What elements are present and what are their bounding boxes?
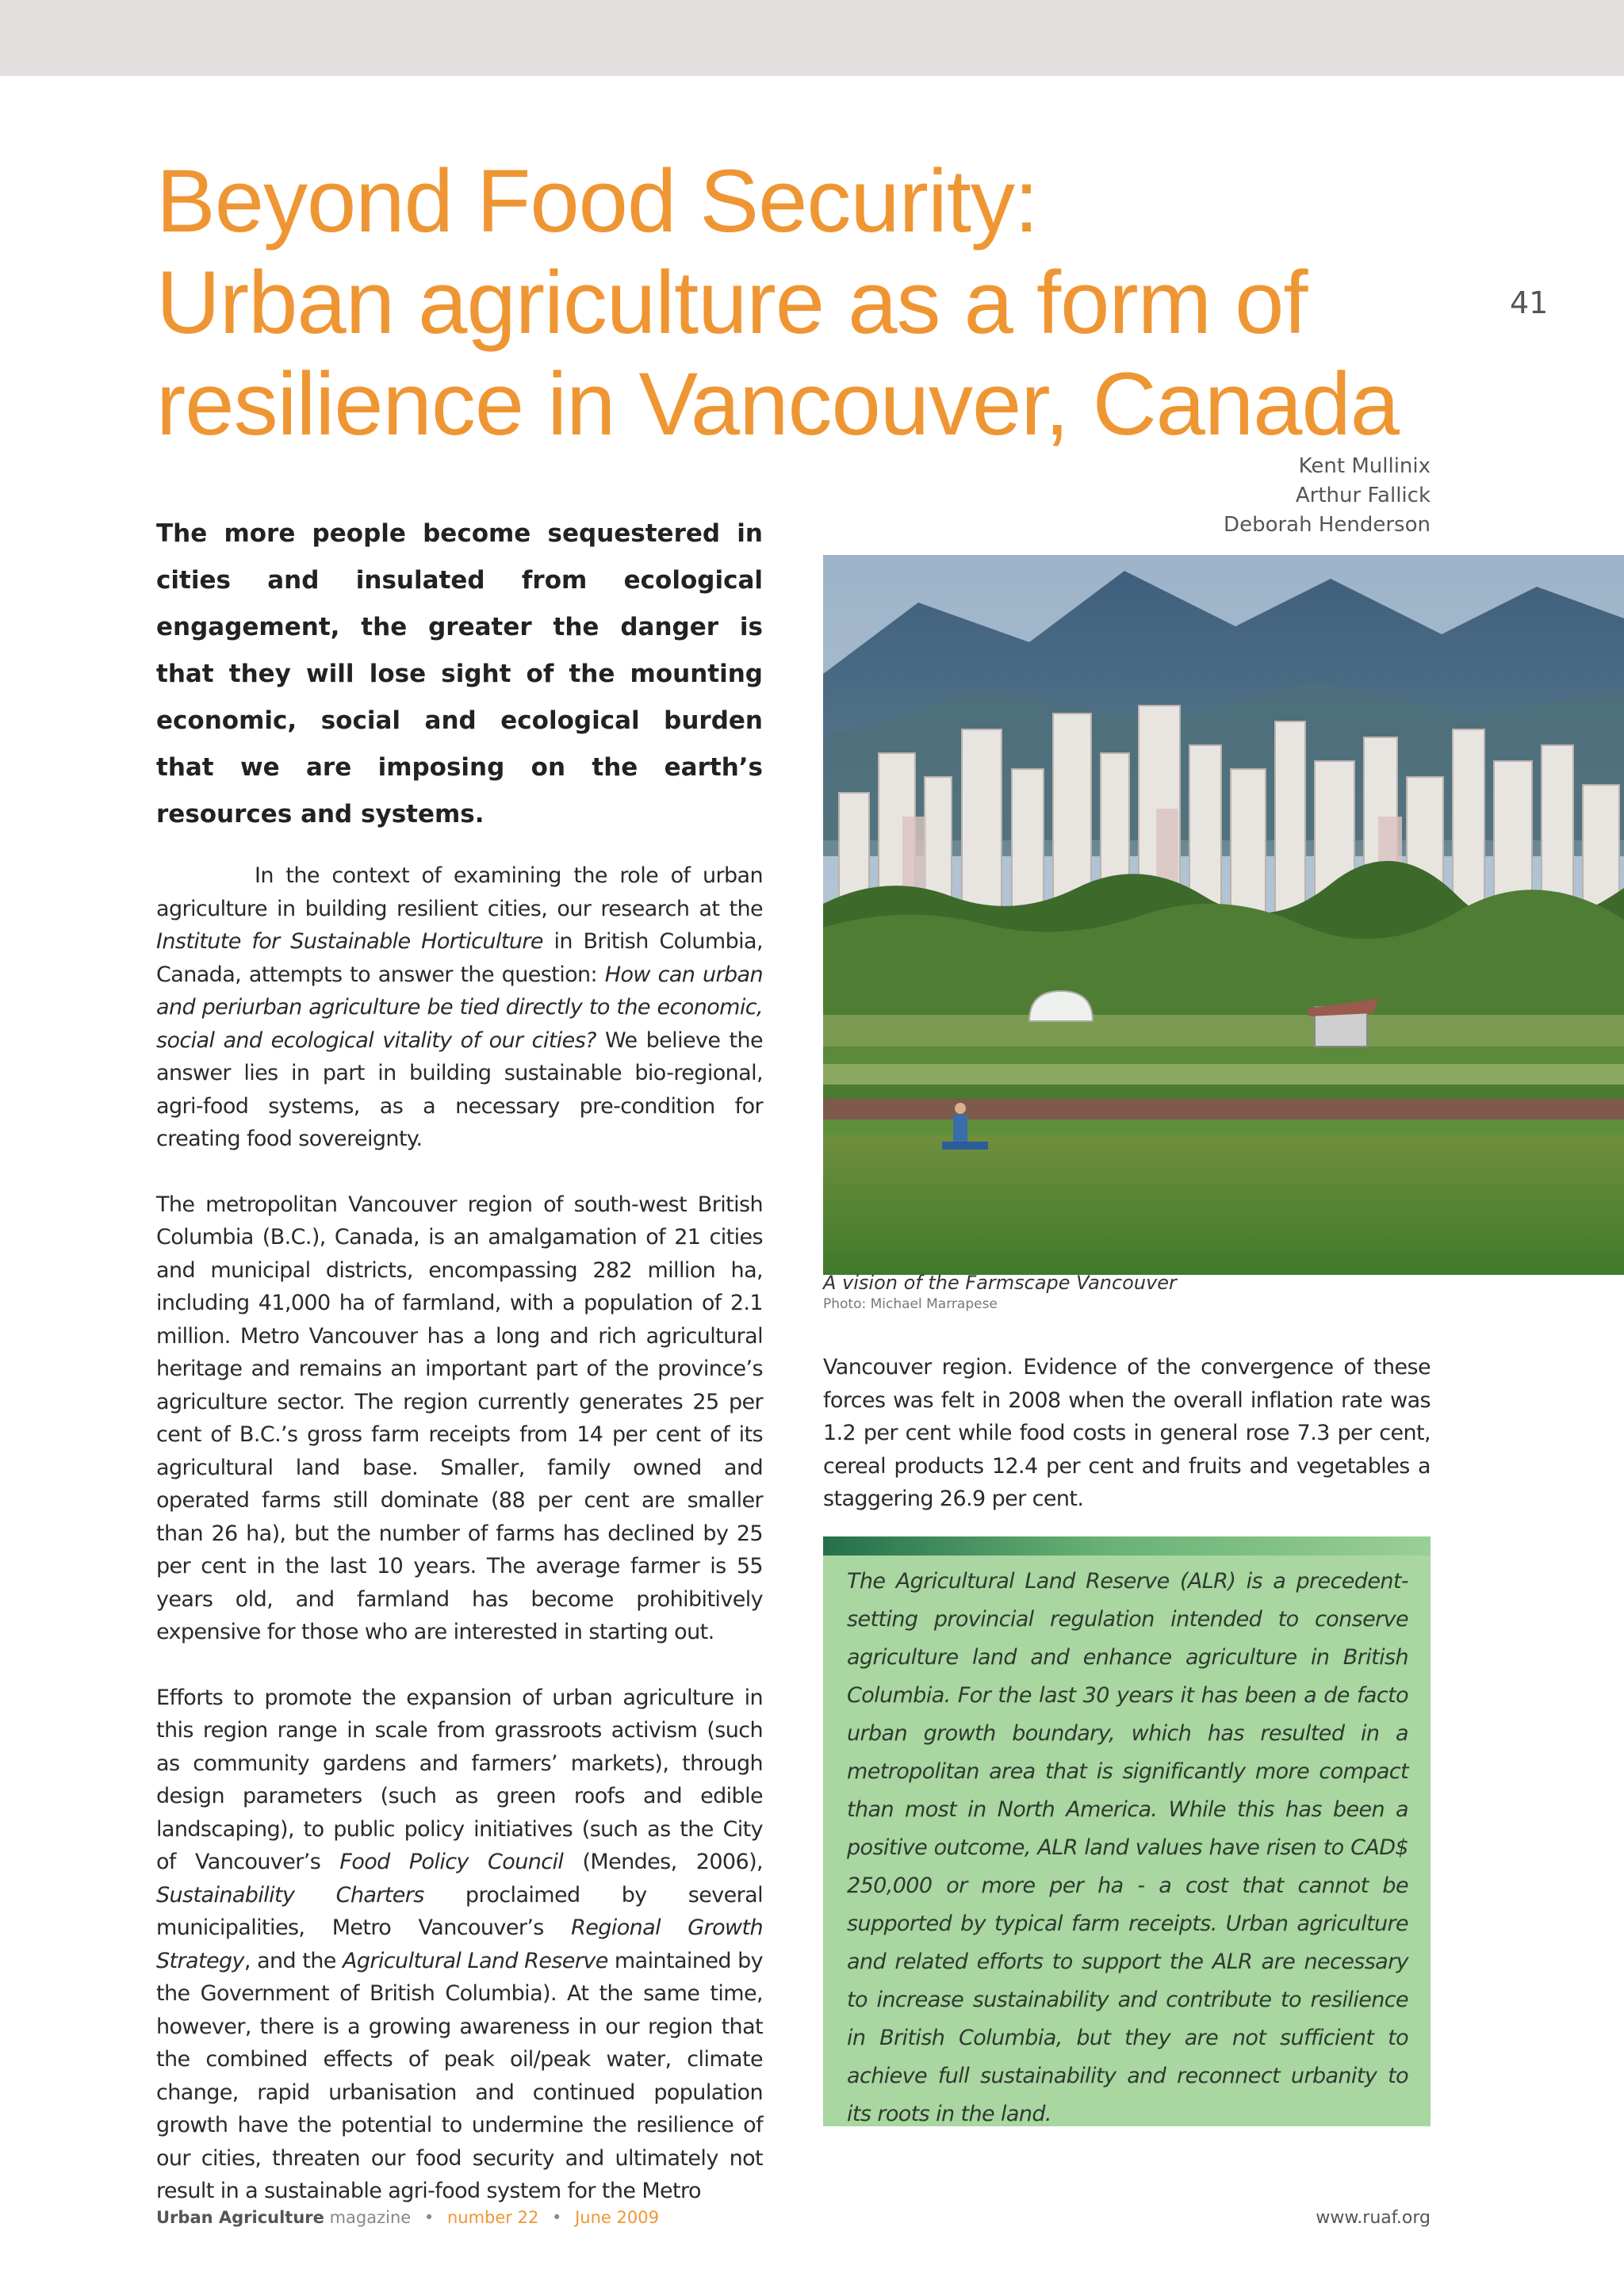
article-title [156,151,1425,455]
footer-brand: Urban Agriculture [156,2208,324,2227]
left-column [156,859,763,2241]
emphasis: Food Policy Council [339,1850,564,1874]
right-column [823,1351,1431,1516]
research-question: How can urban and periurban agriculture be tied directly to the economic, social and ecological vitality of our cities? [156,962,764,1053]
emphasis: Regional Growth Strategy [156,1915,763,1973]
top-band [0,0,1624,76]
text-run: Efforts to promote the expansion of urban agriculture in this region range in scale from grassroots activism (such as community gardens and farmers’ markets), through design parameters (such as green roofs and edible landscaping), to public policy initiatives (such as the City of Vancouver’s [156,1685,763,1874]
photo-caption: A vision of the Farmscape Vancouver [823,1272,1177,1294]
text-run: (Mendes, 2006), [563,1850,763,1874]
text-run: In the context of examining the role of urban agriculture in building resilient cities, our research at the [156,863,763,921]
text-run: proclaimed by several municipalities, Metro Vancouver’s [156,1882,763,1940]
text-run: maintained by the Government of British Columbia). At the same time, however, there is a growing awareness in our region that the combined effects of peak oil/peak water, climate change, rapid urbanisation and continued population growth have the potential to undermine the resilience of our cities, threaten our food security and ultimately not result in a sustainable agri-food system for the Metro [156,1948,764,2203]
footer-issue: number 22 [446,2208,539,2227]
institute-name: Institute for Sustainable Horticulture [156,929,543,954]
farmscape-photo [823,555,1624,1275]
photo-credit: Photo: Michael Marrapese [823,1296,998,1312]
text-run: We believe the answer lies in part in building sustainable bio-regional, agri-food systems, as a necessary pre-condition for creating food sovereignty. [156,1027,763,1151]
body-paragraph-4: Vancouver region. Evidence of the convergence of these forces was felt in 2008 when the overall inflation rate was 1.2 per cent while food costs in general rose 7.3 per cent, cereal products 12.4 per cent and fruits and vegetables a staggering 26.9 per cent. [823,1355,1431,1511]
emphasis: Agricultural Land Reserve [343,1948,608,1973]
footer-separator: • [552,2208,562,2227]
author-name: Arthur Fallick [1295,484,1431,507]
body-paragraph-1 [156,859,763,1156]
body-paragraph-3 [156,1682,763,2208]
body-paragraph-2: The metropolitan Vancouver region of south-west British Columbia (B.C.), Canada, is an amalgamation of 21 cities and municipal districts, encompassing 282 million ha, including 41,000 ha of farmland, with a population of 2.1 million. Metro Vancouver has a long and rich agricultural heritage and remains an important part of the province’s agriculture sector. The region currently generates 25 per cent of B.C.’s gross farm receipts from 14 per cent of its agricultural land base. Smaller, family owned and operated farms still dominate (88 per cent are smaller than 26 ha), but the number of farms has declined by 25 per cent in the last 10 years. The average farmer is 55 years old, and farmland has become prohibitively expensive for those who are interested in starting out. [156,1192,763,1644]
page-number: 41 [1510,285,1549,320]
author-list [1224,452,1431,540]
footer-separator: • [423,2208,435,2227]
lead-paragraph: The more people become sequestered in cities and insulated from ecological engagement, the greater the danger is that they will lose sight of the mounting economic, social and ecological burden that we are imposing on the earth’s resources and systems. [156,519,763,828]
alr-info-text: The Agricultural Land Reserve (ALR) is a precedent-setting provincial regulation intended to conserve agriculture land and enhance agriculture in British Columbia. For the last 30 years it has been a de facto urban growth boundary, which has resulted in a metropolitan area that is significantly more compact than most in North America. While this has been a positive outcome, ALR land values have risen to CAD$ 250,000 or more per ha - a cost that cannot be supported by typical farm receipts. Urban agriculture and related efforts to support the ALR are necessary to increase sustainability and contribute to resilience in British Columbia, but they are not sufficient to achieve full sustainability and reconnect urbanity to its roots in the land. [847,1569,1408,2126]
author-name: Kent Mullinix [1298,454,1431,478]
footer-date: June 2009 [575,2208,659,2227]
text-run: in British Columbia, Canada, attempts to answer the question: [156,929,763,987]
author-name: Deborah Henderson [1224,513,1431,537]
sidebar-box-header-bar [823,1536,1431,1556]
title-line-3: resilience in Vancouver, Canada [156,354,1400,453]
emphasis: Sustainability Charters [156,1882,424,1908]
title-line-2: Urban agriculture as a form of [156,253,1308,352]
text-run: , and the [243,1948,343,1973]
footer-magazine: magazine [329,2208,412,2227]
footer-publication [156,2208,659,2227]
title-line-1: Beyond Food Security: [156,151,1039,251]
footer-url-link[interactable]: www.ruaf.org [1316,2208,1431,2228]
alr-info-box [823,1556,1431,2126]
